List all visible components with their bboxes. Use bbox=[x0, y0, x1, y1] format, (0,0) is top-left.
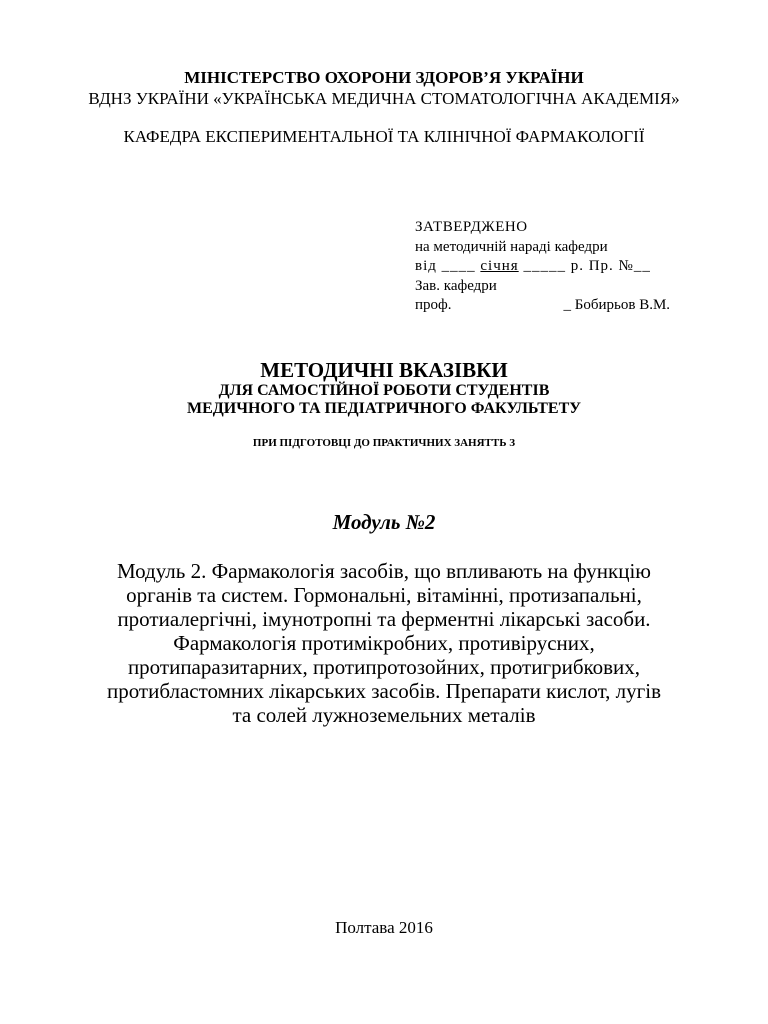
ministry-heading: МІНІСТЕРСТВО ОХОРОНИ ЗДОРОВ’Я УКРАЇНИ bbox=[184, 68, 584, 87]
document-subtitle-1: ДЛЯ САМОСТІЙНОЇ РОБОТИ СТУДЕНТІВ bbox=[218, 382, 550, 399]
document-subtitle-3: ПРИ ПІДГОТОВЦІ ДО ПРАКТИЧНИХ ЗАНЯТТЬ З bbox=[252, 437, 516, 449]
approval-date bbox=[415, 257, 670, 277]
description-line: Модуль 2. Фармакологія засобів, що впливають на функцію bbox=[116, 559, 651, 583]
approval-prof-label: проф. bbox=[415, 297, 452, 313]
description-line: протипаразитарних, протипротозойних, протигрибкових, bbox=[127, 655, 641, 679]
approval-signature-name: _ Бобирьов В.М. bbox=[563, 297, 671, 313]
approval-meeting: на методичній нараді кафедри bbox=[415, 238, 608, 255]
approval-head-title: Зав. кафедри bbox=[415, 277, 497, 294]
description-line: протибластомних лікарських засобів. Препарати кислот, лугів bbox=[106, 679, 662, 703]
department-heading: КАФЕДРА ЕКСПЕРИМЕНТАЛЬНОЇ ТА КЛІНІЧНОЇ ФАРМАКОЛОГІЇ bbox=[123, 127, 645, 146]
approval-signature-line bbox=[415, 296, 670, 316]
module-heading: Модуль №2 bbox=[332, 510, 436, 534]
approval-date-prefix: від ____ bbox=[415, 258, 481, 274]
approval-date-month: січня bbox=[480, 258, 519, 274]
description-line: та солей лужноземельних металів bbox=[232, 703, 536, 727]
module-description bbox=[60, 559, 708, 727]
city-year: Полтава 2016 bbox=[335, 918, 433, 937]
academy-heading: ВДНЗ УКРАЇНИ «УКРАЇНСЬКА МЕДИЧНА СТОМАТОЛОГІЧНА АКАДЕМІЯ» bbox=[88, 89, 680, 108]
document-subtitle-2: МЕДИЧНОГО ТА ПЕДІАТРИЧНОГО ФАКУЛЬТЕТУ bbox=[186, 400, 582, 417]
approval-date-suffix: _____ р. Пр. №__ bbox=[518, 258, 651, 274]
approval-block bbox=[415, 218, 670, 316]
description-line: органів та систем. Гормональні, вітамінні, протизапальні, bbox=[126, 583, 642, 607]
approval-heading: ЗАТВЕРДЖЕНО bbox=[415, 219, 528, 235]
description-line: Фармакологія протимікробних, противірусних, bbox=[173, 631, 595, 655]
description-line: протиалергічні, імунотропні та ферментні лікарські засоби. bbox=[117, 607, 651, 631]
document-title: МЕТОДИЧНІ ВКАЗІВКИ bbox=[260, 358, 508, 382]
